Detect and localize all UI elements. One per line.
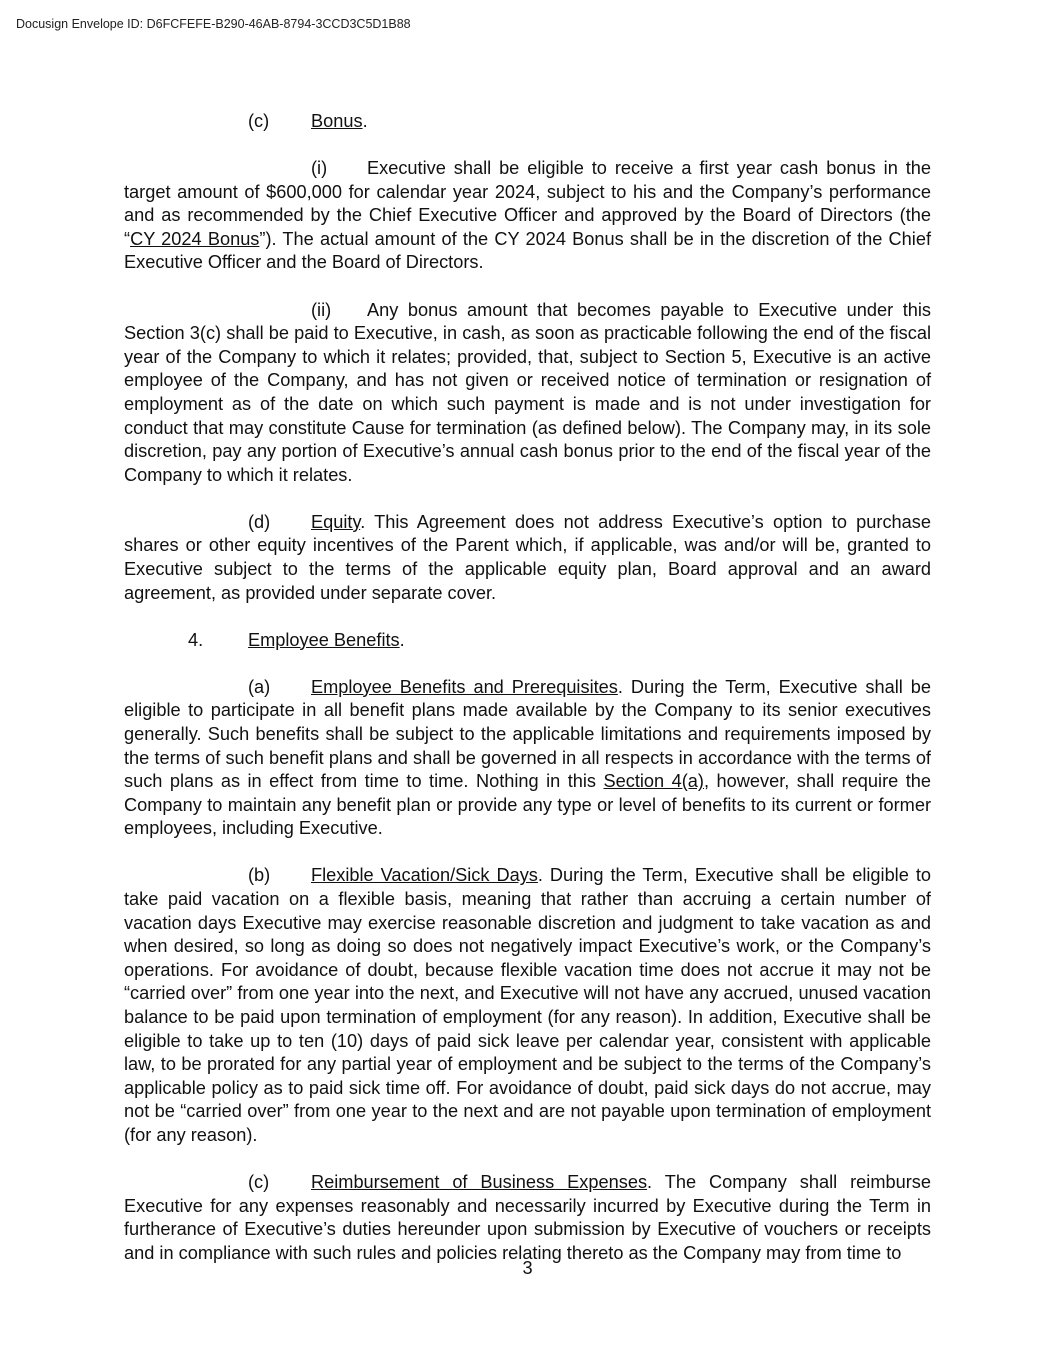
section-4-heading <box>124 629 931 653</box>
section-title-trail: . <box>362 111 368 131</box>
section-number: 4. <box>188 629 204 650</box>
section-title-trail: . <box>399 629 405 650</box>
section-text: . The Company shall reimburse Executive for any expenses reasonably and necessarily incurred by Executive during the Term in furtherance of Executive’s duties hereunder upon submission by Executive of vouchers or receipts and in compliance with such rules and policies relating thereto as the Company may from time to <box>124 1172 931 1263</box>
section-title: Employee Benefits and Prerequisites <box>311 676 618 697</box>
section-title-wrap <box>311 110 368 134</box>
equity-paragraph <box>124 511 931 605</box>
section-number: (a) <box>248 676 271 697</box>
benefits-paragraph-c <box>124 1171 931 1265</box>
docusign-envelope-id: Docusign Envelope ID: D6FCFEFE-B290-46AB-8794-3CCD3C5D1B88 <box>16 17 411 31</box>
section-number: (d) <box>248 511 271 532</box>
section-number: (c) <box>248 1172 270 1193</box>
section-text: . This Agreement does not address Executive’s option to purchase shares or other equity incentives of the Parent which, if applicable, was and/or will be, granted to Executive subject to the terms of the applicable equity plan, Board approval and an award agreement, as provided under separate cover. <box>124 511 931 603</box>
section-title: Equity <box>311 511 361 532</box>
page-number: 3 <box>522 1258 533 1278</box>
benefits-paragraph-b <box>124 864 931 1147</box>
clause-label: (ii) <box>311 299 332 320</box>
section-title: Flexible Vacation/Sick Days <box>311 865 538 886</box>
bonus-paragraph-i <box>124 157 931 275</box>
document-body <box>124 110 931 1289</box>
section-title: Bonus <box>311 111 363 131</box>
clause-text: Executive shall be eligible to receive a first year cash bonus in the target amount of $600,000 for calendar year 2024, subject to his and the Company’s performance and as recommended by the Chief Executive Officer and approved by the Board of Directors (the “ <box>124 158 931 249</box>
clause-label: (i) <box>311 158 328 179</box>
clause-text: Any bonus amount that becomes payable to Executive under this Section 3(c) shall be paid to Executive, in cash, as soon as practicable following the end of the fiscal year of the Company to which it relates; provided, that, subject to Section 5, Executive is an active employee of the Company, and has not given or received notice of termination or resignation of employment as of the date on which such payment is made and is not under investigation for conduct that may constitute Cause for termination (as defined below). The Company may, in its sole discretion, pay any portion of Executive’s annual cash bonus prior to the end of the fiscal year of the Company to which it relates. <box>124 299 931 485</box>
section-title-wrap <box>248 629 405 653</box>
bonus-paragraph-ii <box>124 299 931 488</box>
clause-text-continued: ”). The actual amount of the CY 2024 Bonus shall be in the discretion of the Chief Executive Officer and the Board of Directors. <box>124 228 931 273</box>
defined-term: CY 2024 Bonus <box>130 228 260 249</box>
section-title: Reimbursement of Business Expenses <box>311 1172 648 1193</box>
section-3c-heading <box>124 110 931 134</box>
section-number: (b) <box>248 865 271 886</box>
benefits-paragraph-a <box>124 676 931 841</box>
section-text: . During the Term, Executive shall be eligible to participate in all benefit plans made available by the Company to its senior executives generally. Such benefits shall be subject to the applicable limitations and requirements imposed by the terms of such benefit plans and shall be governed in all respects in accordance with the terms of such plans as in effect from time to time. Nothing in this <box>124 676 931 792</box>
section-title: Employee Benefits <box>248 629 400 650</box>
section-text-continued: , however, shall require the Company to maintain any benefit plan or provide any type or level of benefits to its current or former employees, including Executive. <box>124 771 932 839</box>
cross-reference: Section 4(a) <box>603 771 704 792</box>
section-text: . During the Term, Executive shall be eligible to take paid vacation on a flexible basis, meaning that rather than accruing a certain number of vacation days Executive may exercise reasonable discretion and judgment to take vacation as and when desired, so long as doing so does not negatively impact Executive’s work, or the Company’s operations. For avoidance of doubt, because flexible vacation time does not accrue it may not be “carried over” from one year into the next, and Executive will not have any accrued, unused vacation balance to be paid upon termination of employment (for any reason). In addition, Executive shall be eligible to take up to ten (10) days of paid sick leave per calendar year, consistent with applicable law, to be prorated for any partial year of employment and be subject to the terms of the Company’s applicable policy as to paid sick time off. For avoidance of doubt, paid sick days do not accrue, may not be “carried over” from one year to the next and are not payable upon termination of employment (for any reason). <box>124 865 931 1145</box>
section-number: (c) <box>248 111 270 131</box>
